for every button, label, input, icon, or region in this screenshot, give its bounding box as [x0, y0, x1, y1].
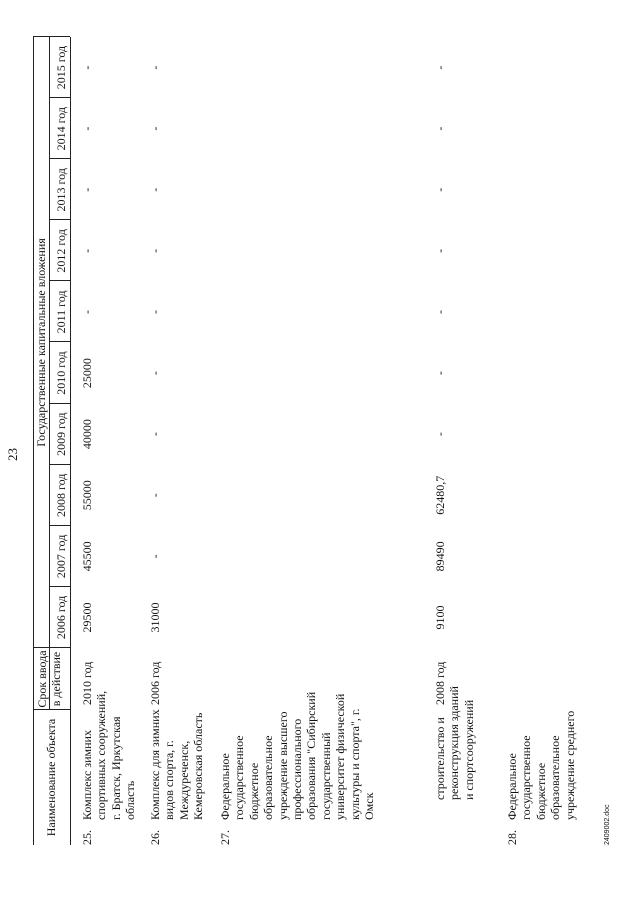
value-cell: -: [433, 65, 447, 70]
value-cell: -: [80, 309, 94, 314]
row-26-name: Комплекс для зимних видов спорта, г. Междуреченск, Кемеровская область: [148, 709, 206, 820]
header-year-4: 2009 год: [54, 412, 68, 456]
header-year-3: 2008 год: [54, 473, 68, 517]
value-cell: -: [148, 187, 162, 192]
header-year-10: 2015 год: [54, 45, 68, 90]
row-28-name: Федеральное государственное бюджетное образовательное учреждение среднего: [505, 710, 577, 820]
value-cell: -: [433, 432, 447, 437]
header-year-7: 2012 год: [54, 229, 68, 273]
row-26-term: 2006 год: [148, 661, 162, 705]
value-cell: -: [148, 493, 162, 498]
header-year-5: 2010 год: [54, 351, 68, 395]
value-cell: -: [148, 248, 162, 253]
row-26-number: 26.: [148, 830, 162, 845]
row-27-number: 27.: [218, 830, 232, 845]
value-cell: -: [433, 309, 447, 314]
header-year-8: 2013 год: [54, 168, 68, 212]
value-cell: -: [80, 248, 94, 253]
value-cell: -: [148, 554, 162, 559]
header-bottom-border: [70, 37, 71, 845]
row-25-number: 25.: [80, 830, 94, 845]
header-year-6: 2011 год: [54, 290, 68, 334]
value-cell: 55000: [80, 480, 94, 511]
footer-filename: 2409002.doc: [604, 804, 611, 845]
value-cell: -: [80, 65, 94, 70]
row-27-subitem-name: строительство и реконструкция зданий и спортсооружений: [433, 686, 476, 800]
value-cell: 89490: [433, 541, 447, 572]
header-year-2: 2007 год: [54, 534, 68, 579]
header-year-9: 2014 год: [54, 106, 68, 151]
value-cell: -: [148, 432, 162, 437]
row-28-number: 28.: [505, 830, 519, 845]
value-cell: -: [433, 371, 447, 376]
value-cell: 25000: [80, 358, 94, 389]
value-cell: -: [148, 65, 162, 70]
value-cell: 62480,7: [433, 475, 447, 515]
row-27-subitem-term: 2008 год: [433, 661, 447, 705]
value-cell: -: [433, 187, 447, 192]
header-year-1: 2006 год: [54, 595, 68, 640]
value-cell: -: [148, 371, 162, 376]
row-25-name: Комплекс зимних спортивных сооружений, г. Братск, Иркутская область: [80, 690, 138, 820]
row-27-name: Федеральное государственное бюджетное образовательное учреждение высшего профессионального образования "Сибирский государственный университет физической культуры и спорта", г. Омск: [218, 691, 377, 820]
header-term-line1: Срок ввода: [35, 650, 49, 708]
value-cell: -: [433, 126, 447, 131]
value-cell: -: [433, 248, 447, 253]
header-group: Государственные капитальные вложения: [34, 238, 48, 447]
value-cell: 9100: [433, 605, 447, 630]
value-cell: 40000: [80, 419, 94, 450]
row-25-term: 2010 год: [80, 661, 94, 705]
value-cell: -: [148, 309, 162, 314]
value-cell: -: [80, 187, 94, 192]
header-name: Наименование объекта: [44, 718, 58, 837]
value-cell: -: [148, 126, 162, 131]
header-term-line2: в действие: [49, 651, 63, 707]
group-header-line: [49, 37, 50, 710]
value-cell: 31000: [148, 602, 162, 633]
value-cell: 29500: [80, 602, 94, 633]
value-cell: -: [80, 126, 94, 131]
page-number: 23: [5, 448, 20, 461]
value-cell: 45500: [80, 541, 94, 572]
